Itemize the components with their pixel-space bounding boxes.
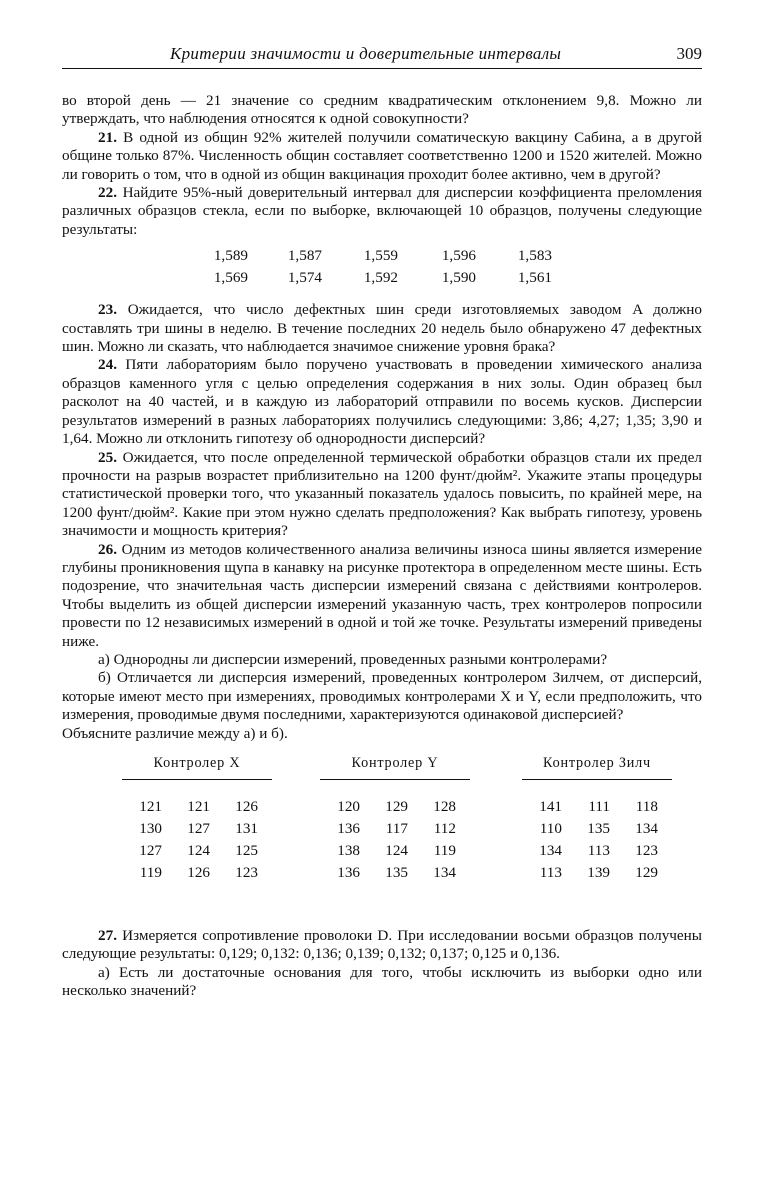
glass-value: 1,589 [213, 247, 248, 265]
problem-text: Измеряется сопротивление проволоки D. При исследовании восьми образцов получены следующие результаты: 0,129; 0,132: 0,136; 0,139; 0,132; 0,137; 0,125 и 0,136. [62, 927, 702, 963]
measurement: 125 [235, 842, 258, 859]
spacer [62, 905, 702, 927]
measurement: 134 [433, 864, 456, 881]
problem-21 [62, 129, 702, 184]
problem-text: Одним из методов количественного анализа величины износа шины является измерение глубины проникновения щупа в канавку на рисунке протектора в определенном месте шины. Есть подозрение, что значительная часть дисперсии измерений связана с действиями контролеров. Чтобы выделить из общей дисперсии измерений указанную часть, трех контролеров попросили провести по 12 независимых измерений в одной и той же точке. Результаты измерений приведены ниже. [62, 540, 703, 650]
measurement-row [522, 842, 672, 864]
glass-value: 1,569 [213, 269, 248, 287]
glass-value: 1,574 [287, 269, 322, 287]
measurement: 130 [139, 820, 162, 837]
measurement: 123 [635, 842, 658, 859]
measurement: 111 [588, 798, 610, 815]
measurement: 112 [433, 820, 456, 837]
measurement: 121 [187, 798, 210, 815]
problem-22 [62, 184, 702, 239]
problem-26-part-b: б) Отличается ли дисперсия измерений, проведенных контролером Зилчем, от дисперсий, которые имеют место при измерениях, проводимых контролерами X и Y, если предположить, что измерения, проводимые двумя последними, характеризуются одинаковой дисперсией? [62, 669, 702, 724]
glass-row [62, 269, 702, 291]
problem-26-part-a: а) Однородны ли дисперсии измерений, проведенных разными контролерами? [98, 650, 608, 668]
measurement-row [522, 864, 672, 886]
glass-row [62, 247, 702, 269]
glass-value: 1,559 [363, 247, 398, 265]
glass-value: 1,561 [517, 269, 552, 287]
measurement: 120 [337, 798, 360, 815]
measurement: 138 [337, 842, 360, 859]
measurement: 135 [587, 820, 610, 837]
glass-value: 1,583 [517, 247, 552, 265]
problem-27-part-a: а) Есть ли достаточные основания для того, чтобы исключить из выборки одно или несколько значений? [62, 963, 702, 1000]
measurement: 118 [635, 798, 658, 815]
measurement: 124 [385, 842, 408, 859]
problem-number: 25. [98, 448, 117, 466]
glass-value: 1,590 [441, 269, 476, 287]
problem-number: 26. [98, 540, 117, 558]
controllers-table [62, 755, 702, 905]
measurement: 129 [635, 864, 658, 881]
measurement-row [320, 798, 470, 820]
measurement: 135 [385, 864, 408, 881]
controller-zilch-group [522, 755, 672, 886]
measurement: 127 [187, 820, 210, 837]
measurement: 113 [539, 864, 562, 881]
header-rule [522, 779, 672, 780]
glass-value: 1,592 [363, 269, 398, 287]
measurement: 121 [139, 798, 162, 815]
problem-26-explain: Объясните различие между а) и б). [62, 724, 288, 742]
paragraph-continuation: во второй день — 21 значение со средним квадратическим отклонением 9,8. Можно ли утверждать, что наблюдения относятся к одной совокупности? [62, 92, 702, 128]
measurement: 134 [635, 820, 658, 837]
measurement-row [122, 798, 272, 820]
measurement-row [122, 820, 272, 842]
problem-27 [62, 927, 702, 964]
problem-text: Пяти лабораториям было поручено участвовать в проведении химического анализа образцов каменного угля с целью определения содержания в них золы. Один образец был расколот на 40 частей, и в каждую из лабораторий отправили по восемь кусков. Дисперсии результатов измерений в разных лабораториях получились следующими: 3,86; 4,27; 1,35; 3,90 и 1,64. Можно ли отклонить гипотезу об однородности дисперсий? [62, 356, 702, 448]
controller-label: Контролер Зилч [543, 755, 651, 771]
controller-label: Контролер X [153, 755, 241, 771]
measurement: 139 [587, 864, 610, 881]
measurement: 128 [433, 798, 456, 815]
measurement: 134 [539, 842, 562, 859]
measurement: 110 [539, 820, 562, 837]
glass-values-table [62, 247, 702, 291]
header-rule [122, 779, 272, 780]
header-rule [320, 779, 470, 780]
measurement: 113 [587, 842, 610, 859]
controller-label: Контролер Y [351, 755, 439, 771]
problem-text: В одной из общин 92% жителей получили соматическую вакцину Сабина, а в другой общине только 87%. Численность общин составляет соответственно 1200 и 1520 жителей. Можно ли говорить о том, что в одной из общин вакцинация проходит более активно, чем в другой? [62, 128, 702, 183]
page-number: 309 [676, 44, 702, 63]
page-body [62, 92, 702, 1001]
problem-number: 22. [98, 184, 117, 202]
measurement: 136 [337, 820, 360, 837]
measurement-row [320, 842, 470, 864]
problem-23 [62, 301, 702, 356]
measurement-row [522, 798, 672, 820]
measurement: 141 [539, 798, 562, 815]
glass-value: 1,596 [441, 247, 476, 265]
measurement-row [122, 842, 272, 864]
measurement: 119 [433, 842, 456, 859]
problem-number: 24. [98, 356, 117, 374]
glass-value: 1,587 [287, 247, 322, 265]
measurement: 136 [337, 864, 360, 881]
measurement-row [320, 820, 470, 842]
measurement: 119 [139, 864, 162, 881]
measurement: 126 [187, 864, 210, 881]
measurement-row [320, 864, 470, 886]
measurement-row [522, 820, 672, 842]
problem-number: 27. [98, 927, 117, 944]
measurement: 129 [385, 798, 408, 815]
problem-24 [62, 356, 702, 448]
measurement: 123 [235, 864, 258, 881]
running-header [62, 42, 702, 69]
problem-text: Ожидается, что число дефектных шин среди изготовляемых заводом A должно составлять три шины в неделю. В течение последних 20 недель было обнаружено 47 дефектных шин. Можно ли сказать, что наблюдается значимое снижение уровня брака? [62, 301, 703, 356]
measurement-row [122, 864, 272, 886]
problem-text: Найдите 95%-ный доверительный интервал для дисперсии коэффициента преломления различных образцов стекла, если по выборке, включающей 10 образцов, получены следующие результаты: [62, 184, 703, 238]
measurement: 131 [235, 820, 258, 837]
measurement: 126 [235, 798, 258, 815]
running-title: Критерии значимости и доверительные интервалы [170, 44, 562, 63]
problem-number: 23. [98, 301, 117, 319]
problem-26 [62, 541, 702, 651]
measurement: 124 [187, 842, 210, 859]
controller-x-group [122, 755, 272, 886]
problem-25 [62, 449, 702, 541]
measurement: 127 [139, 842, 162, 859]
measurement: 117 [385, 820, 408, 837]
problem-number: 21. [98, 128, 117, 146]
problem-text: Ожидается, что после определенной термической обработки образцов стали их предел прочности на разрыв возрастет приблизительно на 1200 фунт/дюйм². Укажите этапы процедуры статистической проверки того, что указанный показатель удалось повысить, по крайней мере, на 1200 фунт/дюйм². Какие при этом нужно сделать предположения? Как выбрать гипотезу, уровень значимости и мощность критерия? [62, 448, 703, 540]
controller-y-group [320, 755, 470, 886]
